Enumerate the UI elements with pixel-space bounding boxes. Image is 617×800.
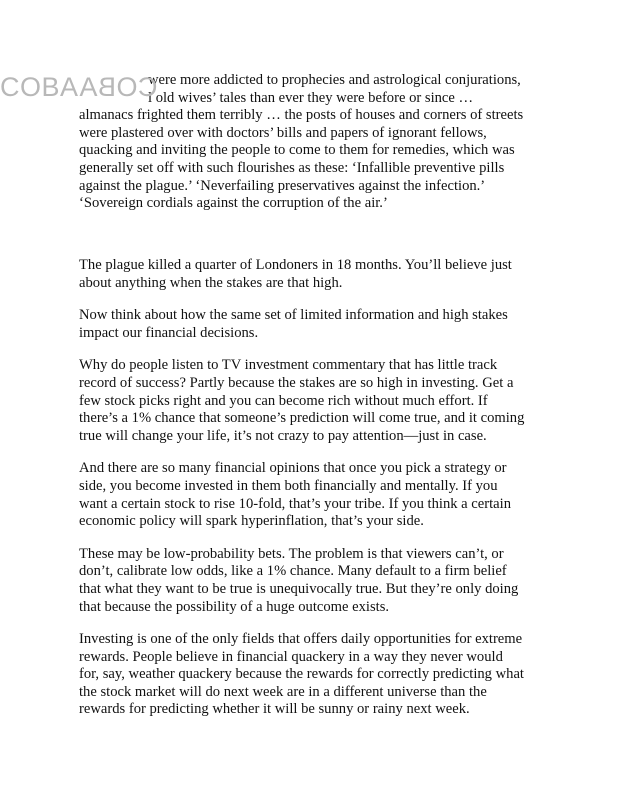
text-line: impact our financial decisions.: [79, 324, 259, 341]
quote-line: quacking and inviting the people to come to them for remedies, which was: [79, 142, 515, 159]
text-line: want a certain stock to rise 10-fold, that’s your tribe. If you think a certain: [79, 495, 512, 512]
watermark: [0, 74, 157, 101]
text-line: there’s a 1% chance that someone’s prediction will come true, and it coming: [79, 410, 525, 427]
text-line: that because the possibility of a huge outcome exists.: [79, 598, 390, 615]
paragraph-opinions: [79, 460, 549, 530]
text-line: few stock picks right and you can become rich without much effort. If: [79, 392, 488, 409]
text-line: Investing is one of the only fields that offers daily opportunities for extreme: [79, 631, 523, 648]
quote-line: ‘Sovereign cordials against the corruption of the air.’: [79, 195, 388, 212]
text-line: about anything when the stakes are that high.: [79, 274, 343, 291]
text-line: for, say, weather quackery because the rewards for correctly predicting what: [79, 666, 524, 683]
quote-line: were plastered over with doctors’ bills and papers of ignorant fellows,: [79, 124, 487, 141]
quote-line: were more addicted to prophecies and astrological conjurations,: [148, 72, 521, 88]
text-line: Now think about how the same set of limited information and high stakes: [79, 307, 508, 324]
text-line: rewards. People believe in financial quackery in a way they never would: [79, 648, 503, 665]
quote-line: almanacs frighted them terribly … the posts of houses and corners of streets: [79, 107, 524, 124]
text-line: side, you become invested in them both financially and mentally. If you: [79, 477, 498, 494]
text-line: don’t, calibrate low odds, like a 1% chance. Many default to a firm belief: [79, 563, 507, 580]
text-line: true will change your life, it’s not crazy to pay attention—just in case.: [79, 427, 487, 444]
text-line: record of success? Partly because the stakes are so high in investing. Get a: [79, 374, 514, 391]
paragraph-tv-commentary: [79, 357, 549, 445]
quote-line: against the plague.’ ‘Neverfailing preservatives against the infection.’: [79, 177, 486, 194]
paragraph-financial-decisions: [79, 307, 549, 342]
quote-line: generally set off with such flourishes as these: ‘Infallible preventive pills: [79, 159, 505, 176]
text-line: that what they want to be true is unequivocally true. But they’re only doing: [79, 580, 519, 597]
text-line: the stock market will do next week are in a different universe than the: [79, 683, 487, 700]
watermark-text-1: COBA: [0, 72, 79, 102]
text-line: Why do people listen to TV investment commentary that has little track: [79, 357, 498, 374]
paragraph-investing-rewards: [79, 631, 549, 719]
text-line: rewards for predicting whether it will be sunny or rainy next week.: [79, 701, 470, 718]
text-line: The plague killed a quarter of Londoners in 18 months. You’ll believe just: [79, 257, 512, 273]
text-line: And there are so many financial opinions that once you pick a strategy or: [79, 460, 507, 477]
body-text: [79, 257, 549, 734]
text-line: These may be low-probability bets. The problem is that viewers can’t, or: [79, 545, 504, 562]
paragraph-plague: [79, 257, 549, 292]
watermark-text-2-mirrored: COBA: [78, 72, 158, 102]
quote-line: l old wives’ tales than ever they were before or since …: [148, 89, 474, 106]
text-line: economic policy will spark hyperinflation, that’s your side.: [79, 513, 424, 530]
paragraph-low-probability: [79, 546, 549, 616]
